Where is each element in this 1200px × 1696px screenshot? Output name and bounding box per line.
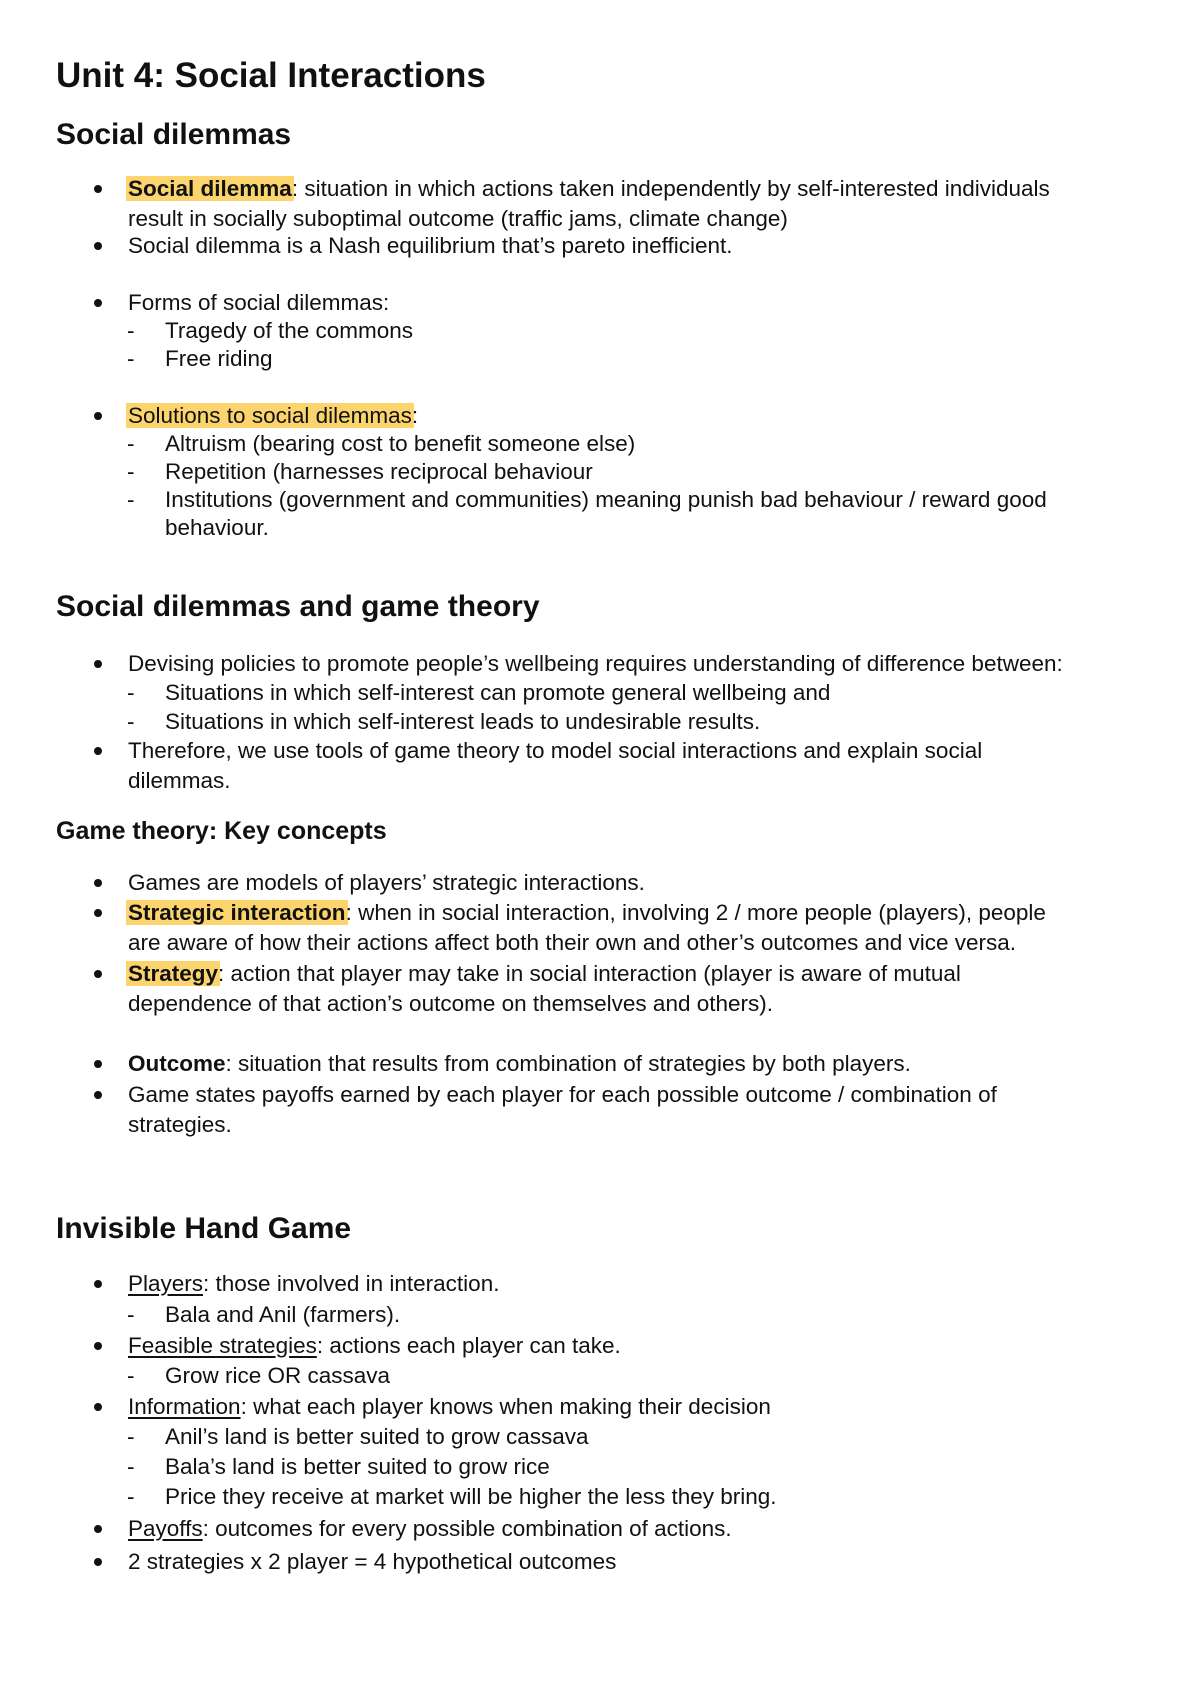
dash-icon: -	[127, 1363, 135, 1388]
highlighted-term: Social dilemma	[128, 176, 292, 201]
list-item-text: : situation in which actions taken independently by self-interested individuals	[291, 176, 1050, 201]
bullet-icon	[94, 412, 102, 420]
dash-icon: -	[127, 318, 135, 343]
sub-list-item: Repetition (harnesses reciprocal behaviour	[165, 459, 593, 484]
sub-list-item-continuation: behaviour.	[165, 515, 269, 540]
list-item	[128, 1331, 621, 1361]
bullet-icon	[94, 909, 102, 917]
dash-icon: -	[127, 346, 135, 371]
section-heading: Social dilemmas	[56, 118, 292, 151]
list-item: Game states payoffs earned by each player for each possible outcome / combination of	[128, 1082, 997, 1107]
list-item-text: :	[411, 403, 419, 428]
list-item-continuation: dependence of that action’s outcome on themselves and others).	[128, 991, 773, 1016]
highlighted-term: Strategic interaction	[128, 900, 346, 925]
sub-list-item: Price they receive at market will be higher the less they bring.	[165, 1484, 777, 1509]
underlined-term: Payoffs	[128, 1516, 203, 1541]
bullet-icon	[94, 1342, 102, 1350]
bullet-icon	[94, 660, 102, 668]
sub-list-item: Altruism (bearing cost to benefit someone else)	[165, 431, 636, 456]
section-heading: Social dilemmas and game theory	[56, 590, 540, 623]
bullet-icon	[94, 185, 102, 193]
highlighted-term: Solutions to social dilemmas	[128, 403, 412, 428]
dash-icon: -	[127, 680, 135, 705]
list-item-text: : situation that results from combination of strategies by both players.	[225, 1051, 911, 1076]
underlined-term: Players	[128, 1271, 204, 1296]
list-item: Forms of social dilemmas:	[128, 290, 390, 315]
list-item-text: : outcomes for every possible combination of actions.	[202, 1516, 732, 1541]
list-item-text: : what each player knows when making their decision	[240, 1394, 771, 1419]
dash-icon: -	[127, 431, 135, 456]
dash-icon: -	[127, 459, 135, 484]
section-heading: Invisible Hand Game	[56, 1212, 352, 1245]
underlined-term: Feasible strategies	[128, 1333, 317, 1358]
bullet-icon	[94, 1558, 102, 1566]
underlined-term: Information	[128, 1394, 241, 1419]
dash-icon: -	[127, 487, 135, 512]
list-item-continuation: are aware of how their actions affect both their own and other’s outcomes and vice versa.	[128, 930, 1017, 955]
bullet-icon	[94, 879, 102, 887]
dash-icon: -	[127, 709, 135, 734]
list-item: Social dilemma is a Nash equilibrium that’s pareto inefficient.	[128, 233, 733, 258]
list-item: Therefore, we use tools of game theory to model social interactions and explain social	[128, 738, 983, 763]
sub-list-item: Institutions (government and communities) meaning punish bad behaviour / reward good	[165, 487, 1047, 512]
sub-list-item: Bala and Anil (farmers).	[165, 1302, 401, 1327]
list-item	[128, 1514, 732, 1544]
list-item	[128, 1269, 499, 1299]
dash-icon: -	[127, 1302, 135, 1327]
list-item: 2 strategies x 2 player = 4 hypothetical outcomes	[128, 1549, 617, 1574]
bullet-icon	[94, 1403, 102, 1411]
bullet-icon	[94, 299, 102, 307]
dash-icon: -	[127, 1484, 135, 1509]
sub-list-item: Tragedy of the commons	[165, 318, 414, 343]
list-item-text: : action that player may take in social interaction (player is aware of mutual	[218, 961, 961, 986]
sub-list-item: Free riding	[165, 346, 273, 371]
sub-list-item: Situations in which self-interest leads to undesirable results.	[165, 709, 761, 734]
list-item-text: : actions each player can take.	[316, 1333, 621, 1358]
dash-icon: -	[127, 1454, 135, 1479]
list-item	[128, 401, 418, 431]
bullet-icon	[94, 747, 102, 755]
bullet-icon	[94, 1091, 102, 1099]
sub-list-item: Grow rice OR cassava	[165, 1363, 391, 1388]
highlighted-term: Strategy	[128, 961, 219, 986]
dash-icon: -	[127, 1424, 135, 1449]
bullet-icon	[94, 970, 102, 978]
sub-list-item: Anil’s land is better suited to grow cassava	[165, 1424, 589, 1449]
list-item: Devising policies to promote people’s wellbeing requires understanding of difference between:	[128, 651, 1063, 676]
list-item-continuation: strategies.	[128, 1112, 232, 1137]
subsection-heading: Game theory: Key concepts	[56, 817, 387, 845]
bullet-icon	[94, 1525, 102, 1533]
list-item	[128, 898, 1046, 928]
list-item-text: : when in social interaction, involving 2 / more people (players), people	[345, 900, 1046, 925]
bold-term: Outcome	[128, 1051, 226, 1076]
list-item-continuation: dilemmas.	[128, 768, 231, 793]
bullet-icon	[94, 1060, 102, 1068]
sub-list-item: Bala’s land is better suited to grow rice	[165, 1454, 550, 1479]
list-item: Games are models of players’ strategic interactions.	[128, 870, 645, 895]
list-item	[128, 959, 961, 989]
list-item-text: : those involved in interaction.	[203, 1271, 500, 1296]
bullet-icon	[94, 1280, 102, 1288]
bullet-icon	[94, 242, 102, 250]
list-item	[128, 174, 1050, 204]
list-item	[128, 1392, 771, 1422]
page-title: Unit 4: Social Interactions	[56, 56, 486, 95]
sub-list-item: Situations in which self-interest can promote general wellbeing and	[165, 680, 831, 705]
list-item	[128, 1049, 911, 1079]
list-item-continuation: result in socially suboptimal outcome (traffic jams, climate change)	[128, 206, 788, 231]
